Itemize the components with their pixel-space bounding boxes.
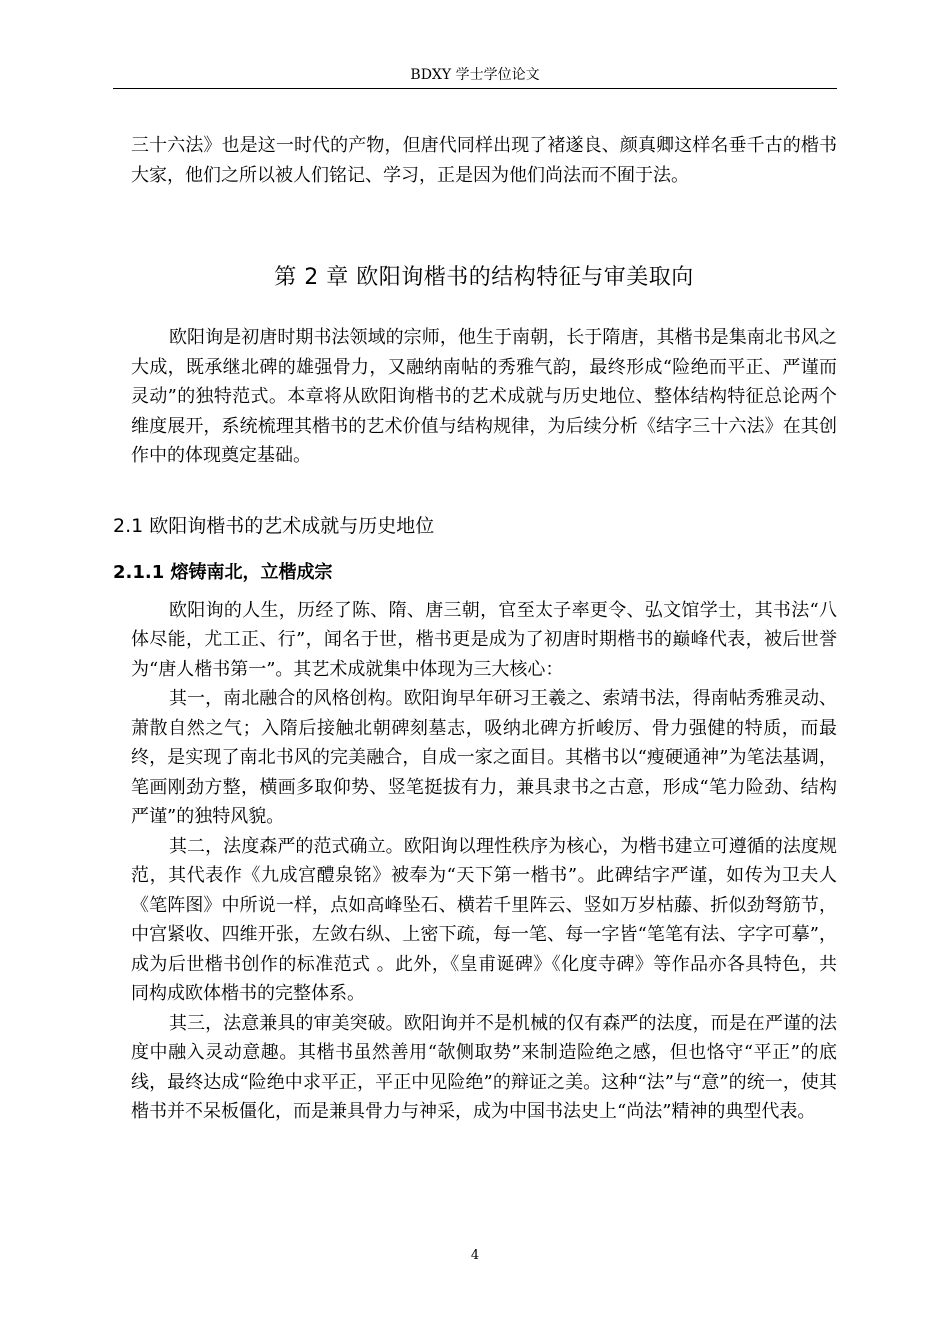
continuation-paragraph: 三十六法》也是这一时代的产物，但唐代同样出现了褚遂良、颜真卿这样名垂千古的楷书大家，他们之所以被人们铭记、学习，正是因为他们尚法而不囿于法。 — [131, 135, 837, 186]
body-paragraph: 欧阳询的人生，历经了陈、隋、唐三朝，官至太子率更令、弘文馆学士，其书法“八体尽能，尤工正、行”，闻名于世，楷书更是成为了初唐时期楷书的巅峰代表，被后世誉为“唐人楷书第一”。其艺术成就集中体现为三大核心： — [131, 599, 837, 680]
running-header — [113, 64, 837, 89]
subsection-title: 2.1.1 熔铸南北，立楷成宗 — [113, 561, 333, 583]
chapter-title: 第 2 章 欧阳询楷书的结构特征与审美取向 — [274, 265, 694, 290]
body-paragraph: 其一，南北融合的风格创构。欧阳询早年研习王羲之、索靖书法，得南帖秀雅灵动、萧散自然之气；入隋后接触北朝碑刻墓志，吸纳北碑方折峻厉、骨力强健的特质，而最终，是实现了南北书风的完美融合，自成一家之面目。其楷书以“瘦硬通神”为笔法基调，笔画刚劲方整，横画多取仰势、竖笔挺拔有力，兼具隶书之古意，形成“笔力险劲、结构严谨”的独特风貌。 — [131, 688, 837, 827]
section-title: 2.1 欧阳询楷书的艺术成就与历史地位 — [113, 514, 435, 537]
page-number: 4 — [470, 1248, 480, 1263]
body-paragraph: 其二，法度森严的范式确立。欧阳询以理性秩序为核心，为楷书建立可遵循的法度规范，其代表作《九成宫醴泉铭》被奉为“天下第一楷书”。此碑结字严谨，如传为卫夫人《笔阵图》中所说一样，点如高峰坠石、横若千里阵云、竖如万岁枯藤、折似劲弩筋节，中宫紧收、四维开张，左敛右纵、上密下疏，每一笔、每一字皆“笔笔有法、字字可摹”，成为后世楷书创作的标准范式 。此外，《皇甫诞碑》《化度寺碑》等作品亦各具特色，共同构成欧体楷书的完整体系。 — [131, 835, 837, 1004]
header-title: BDXY 学士学位论文 — [410, 67, 540, 83]
page-body — [113, 131, 837, 1127]
body-paragraph: 其三，法意兼具的审美突破。欧阳询并不是机械的仅有森严的法度，而是在严谨的法度中融入灵动意趣。其楷书虽然善用“欹侧取势”来制造险绝之感，但也恪守“平正”的底线，最终达成“险绝中求平正，平正中见险绝”的辩证之美。这种“法”与“意”的统一，使其楷书并不呆板僵化，而是兼具骨力与神采，成为中国书法史上“尚法”精神的典型代表。 — [131, 1012, 837, 1122]
chapter-intro-paragraph: 欧阳询是初唐时期书法领域的宗师，他生于南朝，长于隋唐，其楷书是集南北书风之大成，既承继北碑的雄强骨力，又融纳南帖的秀雅气韵，最终形成“险绝而平正、严谨而灵动”的独特范式。本章将从欧阳询楷书的艺术成就与历史地位、整体结构特征总论两个维度展开，系统梳理其楷书的艺术价值与结构规律，为后续分析《结字三十六法》在其创作中的体现奠定基础。 — [131, 327, 837, 466]
